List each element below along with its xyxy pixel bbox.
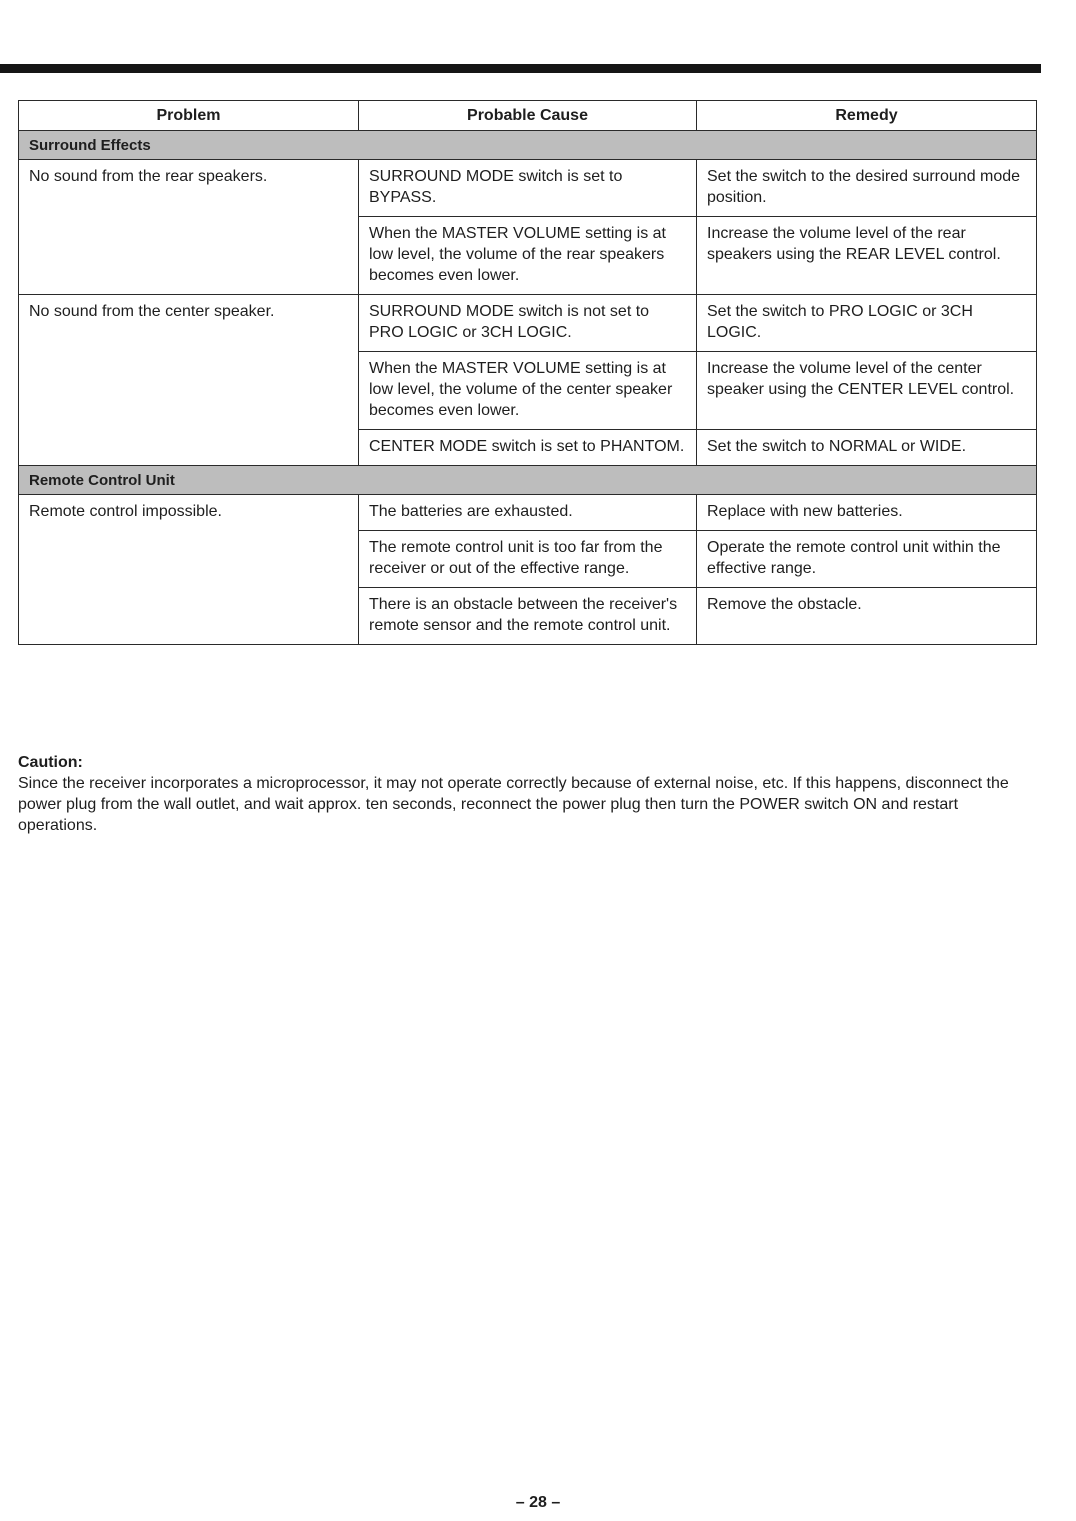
caution-title: Caution: (18, 754, 83, 771)
remedy-cell: Set the switch to NORMAL or WIDE. (697, 430, 1037, 466)
cause-cell: There is an obstacle between the receiver's remote sensor and the remote control unit. (359, 588, 697, 645)
problem-cell: No sound from the center speaker. (19, 295, 359, 466)
remedy-cell: Increase the volume level of the center speaker using the CENTER LEVEL control. (697, 352, 1037, 430)
table-row (19, 295, 1037, 352)
section-row-surround-effects (19, 131, 1037, 160)
page-number: – 28 – (515, 1494, 561, 1511)
caution-note (18, 752, 1033, 836)
troubleshooting-table (18, 100, 1037, 645)
section-row-remote-control-unit (19, 466, 1037, 495)
top-rule (0, 64, 1041, 73)
cause-cell: SURROUND MODE switch is not set to PRO LOGIC or 3CH LOGIC. (359, 295, 697, 352)
cause-cell: When the MASTER VOLUME setting is at low level, the volume of the rear speakers becomes even lower. (359, 217, 697, 295)
remedy-cell: Remove the obstacle. (697, 588, 1037, 645)
remedy-cell: Replace with new batteries. (697, 495, 1037, 531)
section-title: Surround Effects (19, 131, 1037, 160)
table-row (19, 160, 1037, 217)
header-problem: Problem (19, 101, 359, 131)
remedy-cell: Set the switch to the desired surround mode position. (697, 160, 1037, 217)
cause-cell: CENTER MODE switch is set to PHANTOM. (359, 430, 697, 466)
header-remedy: Remedy (697, 101, 1037, 131)
cause-cell: SURROUND MODE switch is set to BYPASS. (359, 160, 697, 217)
cause-cell: The batteries are exhausted. (359, 495, 697, 531)
table-row (19, 495, 1037, 531)
remedy-cell: Set the switch to PRO LOGIC or 3CH LOGIC. (697, 295, 1037, 352)
caution-text: Since the receiver incorporates a microprocessor, it may not operate correctly because of external noise, etc. If this happens, disconnect the power plug from the wall outlet, and wait approx. ten seconds, reconnect the power plug then turn the POWER switch ON and restart operations. (18, 775, 1009, 834)
problem-cell: No sound from the rear speakers. (19, 160, 359, 295)
section-title: Remote Control Unit (19, 466, 1037, 495)
cause-cell: The remote control unit is too far from the receiver or out of the effective range. (359, 531, 697, 588)
problem-cell: Remote control impossible. (19, 495, 359, 645)
header-probable-cause: Probable Cause (359, 101, 697, 131)
table-header-row (19, 101, 1037, 131)
cause-cell: When the MASTER VOLUME setting is at low level, the volume of the center speaker becomes even lower. (359, 352, 697, 430)
remedy-cell: Increase the volume level of the rear speakers using the REAR LEVEL control. (697, 217, 1037, 295)
remedy-cell: Operate the remote control unit within the effective range. (697, 531, 1037, 588)
